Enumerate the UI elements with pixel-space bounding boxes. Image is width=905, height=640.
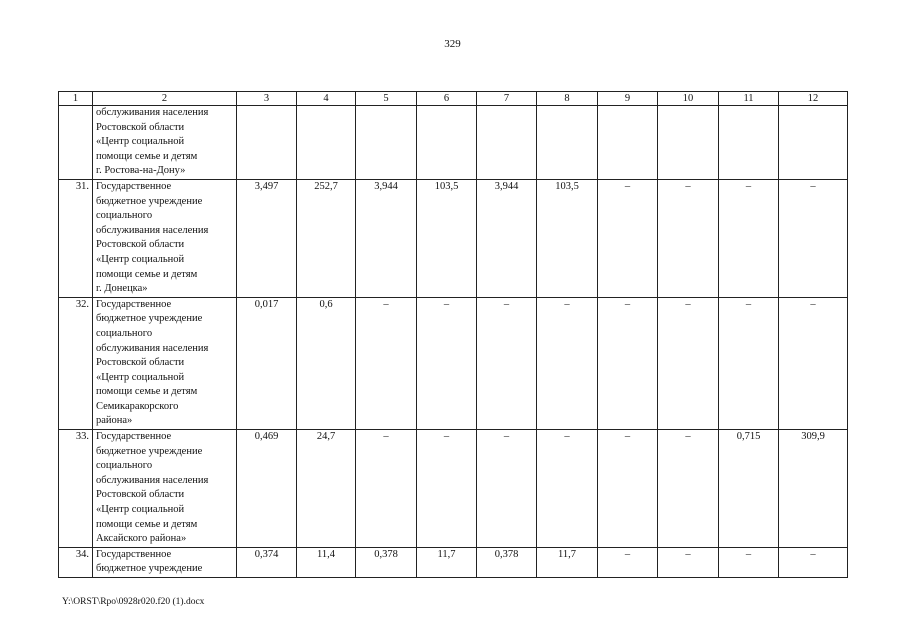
institution-name-line: бюджетное учреждение: [96, 563, 203, 575]
value-cell-col-10: –: [658, 547, 719, 577]
header-row: [59, 92, 848, 106]
value-cell-col-7: –: [477, 430, 537, 548]
value-cell-col-4: 24,7: [297, 430, 356, 548]
value-cell-col-12: –: [779, 179, 848, 297]
institution-name-line: помощи семье и детям: [96, 268, 198, 280]
header-cell: 7: [477, 92, 537, 106]
row-number: [59, 106, 93, 180]
value-cell-col-9: –: [598, 297, 658, 429]
institution-name: [93, 297, 237, 429]
value-cell-col-3: 0,017: [237, 297, 297, 429]
header-cell: 12: [779, 92, 848, 106]
value-cell-col-11: –: [719, 547, 779, 577]
row-number: 33.: [59, 430, 93, 548]
institution-name: [93, 547, 237, 577]
institution-name-line: Государственное: [96, 298, 172, 310]
institution-name-line: бюджетное учреждение: [96, 313, 203, 325]
header-cell: 1: [59, 92, 93, 106]
value-cell-col-5: 0,378: [356, 547, 417, 577]
value-cell-col-5: 3,944: [356, 179, 417, 297]
institution-name-line: Ростовской области: [96, 239, 185, 251]
value-cell-col-9: –: [598, 430, 658, 548]
table-row: [59, 179, 848, 297]
value-cell-col-8: –: [537, 430, 598, 548]
value-cell-col-4: 11,4: [297, 547, 356, 577]
header-cell: 5: [356, 92, 417, 106]
institution-name-line: помощи семье и детям: [96, 518, 198, 530]
header-cell: 3: [237, 92, 297, 106]
table-row: [59, 430, 848, 548]
value-cell-col-7: 0,378: [477, 547, 537, 577]
value-cell-col-6: –: [417, 297, 477, 429]
institution-name-line: социального: [96, 327, 153, 339]
value-cell-col-9: [598, 106, 658, 180]
value-cell-col-6: 103,5: [417, 179, 477, 297]
value-cell-col-7: –: [477, 297, 537, 429]
value-cell-col-5: –: [356, 430, 417, 548]
institution-name-line: «Центр социальной: [96, 136, 185, 148]
institution-name-line: помощи семье и детям: [96, 150, 198, 162]
institution-name-line: обслуживания населения: [96, 342, 209, 354]
institution-name-line: г. Ростова-на-Дону»: [96, 165, 186, 177]
value-cell-col-5: [356, 106, 417, 180]
value-cell-col-5: –: [356, 297, 417, 429]
institution-name-line: бюджетное учреждение: [96, 445, 203, 457]
institution-name-line: «Центр социальной: [96, 504, 185, 516]
institution-name-line: обслуживания населения: [96, 224, 209, 236]
value-cell-col-11: –: [719, 297, 779, 429]
value-cell-col-8: 103,5: [537, 179, 598, 297]
row-number: 34.: [59, 547, 93, 577]
value-cell-col-6: [417, 106, 477, 180]
institution-name-line: «Центр социальной: [96, 371, 185, 383]
value-cell-col-8: [537, 106, 598, 180]
value-cell-col-7: [477, 106, 537, 180]
institution-name-line: г. Донецка»: [96, 283, 148, 295]
institution-name-line: обслуживания населения: [96, 474, 209, 486]
value-cell-col-10: –: [658, 297, 719, 429]
value-cell-col-4: [297, 106, 356, 180]
value-cell-col-9: –: [598, 179, 658, 297]
value-cell-col-7: 3,944: [477, 179, 537, 297]
row-number: 31.: [59, 179, 93, 297]
institution-name-line: Ростовской области: [96, 489, 185, 501]
institution-name-line: бюджетное учреждение: [96, 195, 203, 207]
header-cell: 6: [417, 92, 477, 106]
institution-name-line: Государственное: [96, 548, 172, 560]
value-cell-col-11: –: [719, 179, 779, 297]
value-cell-col-10: [658, 106, 719, 180]
value-cell-col-6: –: [417, 430, 477, 548]
institution-name-line: Государственное: [96, 180, 172, 192]
value-cell-col-12: 309,9: [779, 430, 848, 548]
institution-name-line: Ростовской области: [96, 121, 185, 133]
value-cell-col-10: –: [658, 179, 719, 297]
value-cell-col-3: [237, 106, 297, 180]
value-cell-col-8: 11,7: [537, 547, 598, 577]
value-cell-col-11: 0,715: [719, 430, 779, 548]
header-cell: 10: [658, 92, 719, 106]
institution-name-line: Государственное: [96, 431, 172, 443]
value-cell-col-6: 11,7: [417, 547, 477, 577]
table-row: [59, 547, 848, 577]
institution-name: [93, 106, 237, 180]
value-cell-col-12: [779, 106, 848, 180]
header-cell: 2: [93, 92, 237, 106]
table-row: [59, 297, 848, 429]
value-cell-col-9: –: [598, 547, 658, 577]
institution-name-line: помощи семье и детям: [96, 386, 198, 398]
header-cell: 4: [297, 92, 356, 106]
header-cell: 11: [719, 92, 779, 106]
value-cell-col-8: –: [537, 297, 598, 429]
value-cell-col-3: 0,374: [237, 547, 297, 577]
data-table: [58, 91, 848, 578]
page-number: 329: [444, 38, 461, 50]
row-number: 32.: [59, 297, 93, 429]
institution-name-line: района»: [96, 415, 133, 427]
institution-name-line: социального: [96, 210, 153, 222]
institution-name-line: социального: [96, 460, 153, 472]
value-cell-col-4: 0,6: [297, 297, 356, 429]
institution-name: [93, 430, 237, 548]
table-row: [59, 106, 848, 180]
institution-name-line: Ростовской области: [96, 357, 185, 369]
value-cell-col-10: –: [658, 430, 719, 548]
value-cell-col-3: 0,469: [237, 430, 297, 548]
institution-name-line: «Центр социальной: [96, 253, 185, 265]
value-cell-col-4: 252,7: [297, 179, 356, 297]
value-cell-col-12: –: [779, 297, 848, 429]
value-cell-col-11: [719, 106, 779, 180]
institution-name-line: Аксайского района»: [96, 533, 187, 545]
institution-name-line: обслуживания населения: [96, 107, 209, 118]
value-cell-col-12: –: [779, 547, 848, 577]
header-cell: 9: [598, 92, 658, 106]
institution-name-line: Семикаракорского: [96, 400, 179, 412]
institution-name: [93, 179, 237, 297]
value-cell-col-3: 3,497: [237, 179, 297, 297]
header-cell: 8: [537, 92, 598, 106]
footer-file-path: Y:\ORST\Rpo\0928r020.f20 (1).docx: [62, 597, 205, 607]
